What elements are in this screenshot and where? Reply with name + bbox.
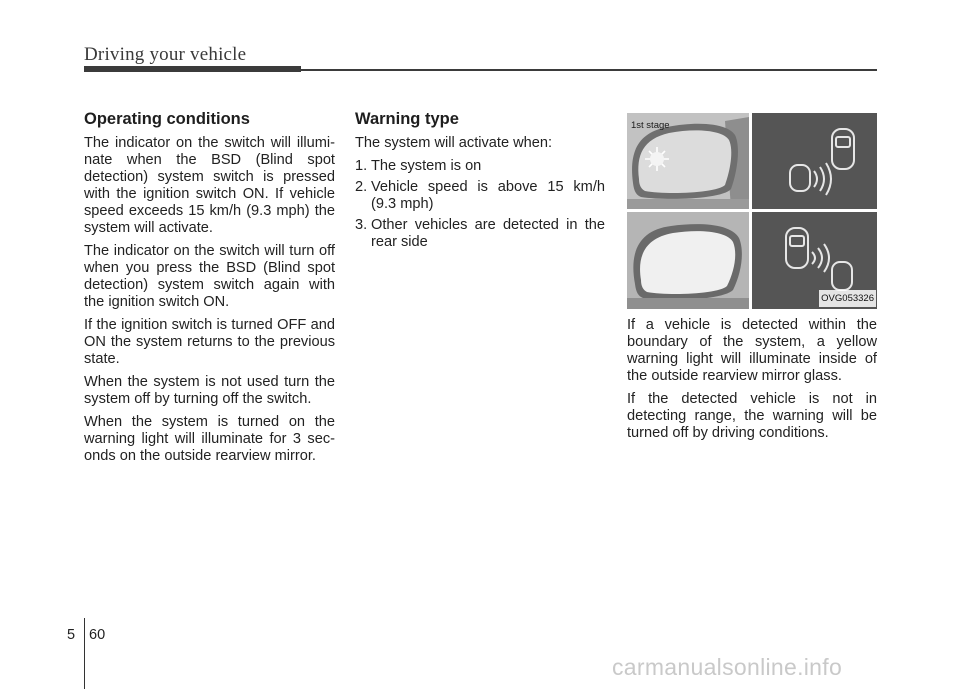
col3-paragraph-1: If a vehicle is detected within the boundary of the system, a yellow warning light will illuminate inside of the outside rearview mirror glass.	[627, 317, 877, 384]
col1-paragraph-5: When the system is turned on the warning light will illuminate for 3 sec- onds on the outside rearview mirror.	[84, 414, 335, 464]
list-item	[355, 158, 605, 175]
operating-conditions-heading: Operating conditions	[84, 110, 250, 128]
list-item-number: 2.	[355, 179, 368, 195]
operating-conditions-column	[84, 111, 335, 471]
col1-paragraph-2: The indicator on the switch will turn off when you press the BSD (Blind spot detection) system switch again with the ignition switch ON.	[84, 243, 335, 310]
col1-paragraph-1: The indicator on the switch will illumi- nate when the BSD (Blind spot detection) system switch is pressed with the ignition switch ON. If vehicle speed exceeds 15 km/h (9.3 mph) the system will activate.	[84, 135, 335, 236]
mirror-icon	[627, 212, 749, 309]
car-radar-icon	[752, 113, 877, 209]
col1-paragraph-3: If the ignition switch is turned OFF and ON the system returns to the previous state.	[84, 317, 335, 367]
watermark: carmanualsonline.info	[612, 654, 843, 680]
bsd-warning-figure	[627, 111, 877, 310]
list-item-number: 3.	[355, 217, 368, 233]
figure-text	[627, 317, 877, 442]
header-rule-thick	[84, 66, 301, 72]
list-item-text: Other vehicles are detected in the rear side	[371, 217, 605, 250]
figure-column	[627, 111, 877, 448]
header-rule-thin	[301, 69, 877, 71]
warning-type-column	[355, 111, 605, 255]
radar-stage2-panel	[752, 212, 877, 309]
footer-section-number: 5	[67, 627, 76, 643]
warning-type-heading: Warning type	[355, 110, 459, 128]
warning-type-intro: The system will activate when:	[355, 135, 553, 151]
mirror-stage2-panel	[627, 212, 749, 309]
figure-code: OVG053326	[819, 290, 876, 307]
stage-label: 1st stage	[631, 120, 670, 131]
list-item-number: 1.	[355, 158, 368, 174]
footer-page-number: 60	[89, 627, 106, 643]
mirror-stage1-panel	[627, 113, 749, 209]
col1-paragraph-4: When the system is not used turn the system off by turning off the switch.	[84, 374, 335, 407]
list-item-text: Vehicle speed is above 15 km/h (9.3 mph)	[371, 179, 605, 212]
footer-divider	[84, 618, 85, 689]
page-header-title: Driving your vehicle	[84, 44, 247, 65]
col3-paragraph-2: If the detected vehicle is not in detecting range, the warning will be turned off by driving conditions.	[627, 391, 877, 441]
list-item	[355, 179, 605, 213]
list-item-text: The system is on	[371, 158, 482, 174]
radar-stage1-panel	[752, 113, 877, 209]
list-item	[355, 217, 605, 251]
